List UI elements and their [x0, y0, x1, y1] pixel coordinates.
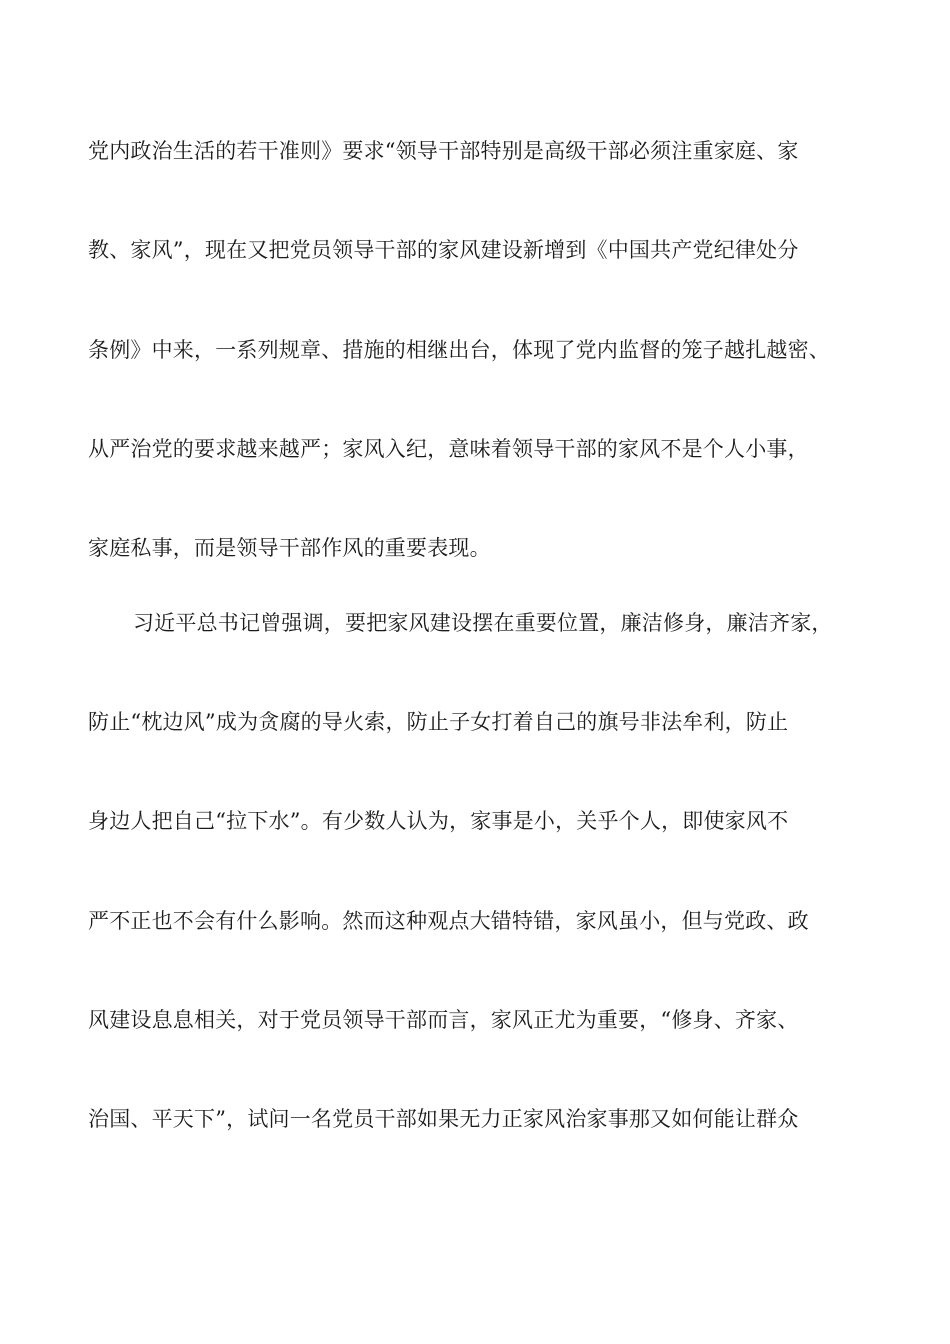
text-line: 党内政治生活的若干准则》要求“领导干部特别是高级干部必须注重家庭、家 — [88, 139, 799, 163]
text-line: 风建设息息相关，对于党员领导干部而言，家风正尤为重要，“修身、齐家、 — [88, 1008, 799, 1032]
text-line: 严不正也不会有什么影响。然而这种观点大错特错，家风虽小，但与党政、政 — [88, 909, 809, 933]
text-line: 身边人把自己“拉下水”。有少数人认为，家事是小，关乎个人，即使家风不 — [88, 809, 789, 833]
text-line: 防止“枕边风”成为贪腐的导火索，防止子女打着自己的旗号非法牟利，防止 — [88, 710, 789, 734]
text-line: 家庭私事，而是领导干部作风的重要表现。 — [88, 536, 491, 560]
text-line: 条例》中来，一系列规章、措施的相继出台，体现了党内监督的笼子越扎越密、 — [88, 338, 830, 362]
paragraph-first-line: 习近平总书记曾强调，要把家风建设摆在重要位置，廉洁修身，廉洁齐家， — [133, 611, 833, 635]
text-line: 从严治党的要求越来越严；家风入纪，意味着领导干部的家风不是个人小事， — [88, 437, 809, 461]
text-line: 治国、平天下”，试问一名党员干部如果无力正家风治家事那又如何能让群众 — [88, 1107, 799, 1131]
text-line: 教、家风”，现在又把党员领导干部的家风建设新增到《中国共产党纪律处分 — [88, 238, 799, 262]
